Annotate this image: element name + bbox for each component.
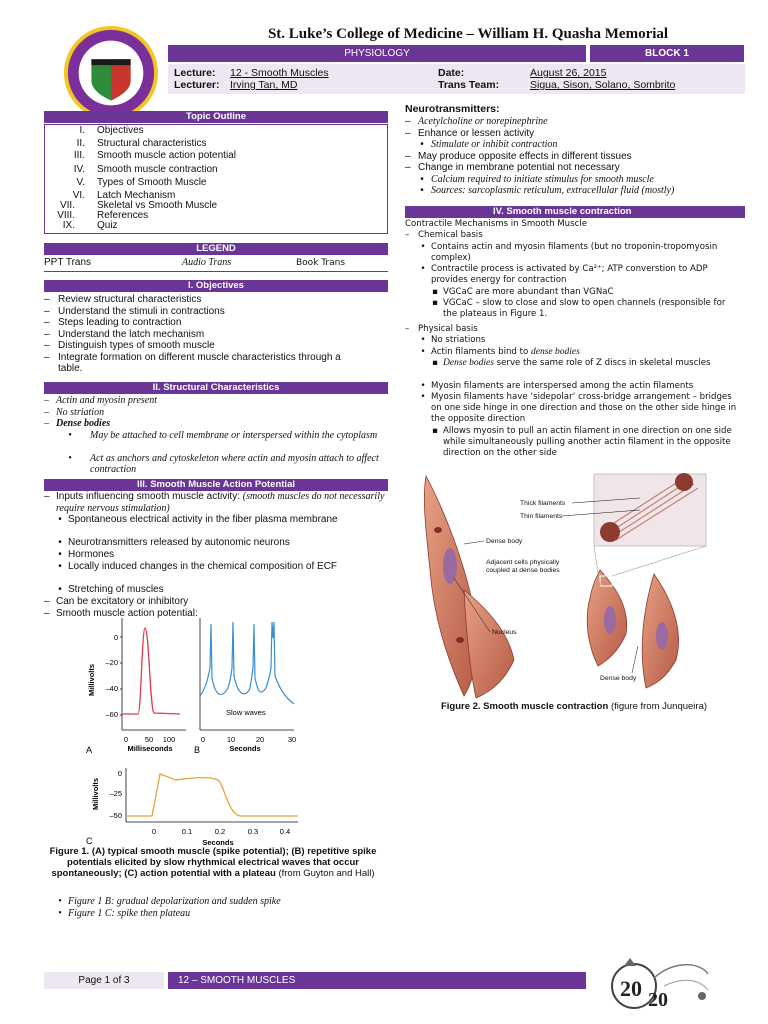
footer-title: 12 – SMOOTH MUSCLES [168,972,586,989]
inset-dense-body [600,522,620,542]
label-dense-body-2: Dense body [600,675,637,682]
figure1-note: Figure 1 B: gradual depolarization and sudden spike [68,896,281,907]
c-xtick: 0 [151,827,157,836]
legend-heading: LEGEND [44,243,388,255]
contraction-subitem: VGCaC – slow to close and slow to open channels (responsible for the plateaus in Figure 1. [443,298,726,320]
lecture-info [168,64,745,94]
c-xtick: 0.4 [279,827,291,836]
dense-bodies-term: dense bodies [530,346,580,357]
action-potential-heading: III. Smooth Muscle Action Potential [44,479,388,491]
contraction-intro: Contractile Mechanisms in Smooth Muscle [405,219,587,229]
ap-bullet: Stretching of muscles [68,584,164,595]
ap-bullet: Neurotransmitters released by autonomic neurons [68,537,290,548]
figure1-notes: • Figure 1 B: gradual depolarization and sudden spike • Figure 1 C: spike then plateau [58,896,281,919]
neuro-line: Enhance or lessen activity [418,127,535,139]
a-xtick: 50 [144,735,154,744]
legend-book: Book Trans [296,258,346,268]
page-number: Page 1 of 3 [44,972,164,989]
objective-item: – Review structural characteristics [44,294,202,305]
a-ytick: –40 [105,684,118,693]
figure2-caption-source: (figure from Junqueira) [610,701,708,712]
contraction-item: Contains actin and myosin filaments (but no troponin-tropomyosin complex) [431,241,718,263]
contraction-subitem: serve the same role of Z discs in skeletal muscles [493,357,711,368]
ap-bullet: Hormones [68,549,115,560]
a-ytick: –60 [105,710,118,719]
batch-2020-logo [604,956,714,1014]
figure2-illustration [404,470,744,698]
label-thick-filaments: Thick filaments [520,500,566,507]
college-name: St. Luke’s College of Medicine – William H. Quasha Memorial [267,26,669,42]
topic-outline-box: I. Objectives II. Structural characteristics III. Smooth muscle action potential IV. Smooth muscle contraction V. Types of Smooth Muscle VI. Latch Mechanism VII. Skeletal vs Smooth Muscle VIII. References IX. Quiz [44,124,388,234]
contraction-item: Myosin filaments are interspersed among the actin filaments [431,380,694,391]
neuro-line: Acetylcholine or norepinephrine [418,116,548,127]
contraction-phys: Physical basis [418,324,478,335]
a-xtick: 0 [123,735,129,744]
muscle-cell-long [424,476,477,696]
svg-text:20: 20 [620,976,642,1001]
contraction-chem: Chemical basis [418,230,483,241]
c-xtick: 0.1 [181,827,193,836]
c-ytick: –25 [109,789,122,798]
neuro-heading: Neurotransmitters: [405,103,500,115]
objective-item: – Understand the stimuli in contractions [44,305,225,317]
label-nucleus: Nucleus [492,629,517,636]
neuro-line: Change in membrane potential not necessary [418,162,620,173]
panel-c-curve [126,774,298,816]
objectives-list [44,294,388,375]
date-label: Date: [438,67,465,79]
objective-item: – Distinguish types of smooth muscle [44,340,215,351]
team-label: Trans Team: [438,79,500,91]
c-ytick: –50 [109,811,122,820]
label-thin-filaments: Thin filaments [520,513,563,520]
b-slow-waves: Slow waves [226,708,266,717]
muscle-cell-adjacent [464,590,514,698]
ap-bullet: Spontaneous electrical activity in the fiber plasma membrane [68,514,338,525]
lecturer-value: Irving Tan, MD [230,79,298,91]
lecture-label: Lecture: [174,67,216,79]
structural-heading: II. Structural Characteristics [44,382,388,394]
contraction-subitem: Allows myosin to pull an actin filament in one direction on one side while simultaneously pulling another actin filament in the opposite direction on the other side [443,425,732,459]
figure1-note: Figure 1 C: spike then plateau [68,908,191,919]
neuro-body: – Acetylcholine or norepinephrine – Enhance or lessen activity • Stimulate or inhibit contraction – May produce opposite effects in different tissues – Change in membrane potential not necessary • Calcium required to initiate stimulus for smooth muscle • Sources: sarcoplasmic reticulum, extracellular fluid (mostly) [405,116,675,196]
c-ylabel: Millivolts [91,777,100,811]
panel-a-curve [122,628,180,714]
figure1-caption-main: Figure 1. (A) typical smooth muscle (spike potential); (B) repetitive spike potentials elicited by slow rhythmical electrical waves that occur spontaneously; (C) action potential with a plateau [49,846,377,879]
legend-audio: Audio Trans [182,257,232,268]
panel-b-curve [200,622,294,704]
objective-item: – Integrate formation on different muscle characteristics through a table. [44,351,341,374]
topic-outline-heading: Topic Outline [44,111,388,123]
panel-b-label: B [194,745,201,755]
contraction-heading: IV. Smooth muscle contraction [405,206,745,218]
neuro-line: May produce opposite effects in different tissues [418,150,632,162]
b-xtick: 10 [226,735,236,744]
contraction-item: No striations [431,335,486,346]
contraction-item: Myosin filaments have ‘sidepolar’ cross-bridge arrangement – bridges on one side hinge in one direction and those on the other side hinge in the opposite direction [431,391,737,425]
c-ytick: 0 [117,769,122,778]
contraction-body: Contractile Mechanisms in Smooth Muscle – Chemical basis • Contains actin and myosin filaments (but no troponin-tropomyosin complex) • Contractile process is activated by Ca²⁺; ATP converstion to ADP provides energy for contraction ▪ VGCaC are more abundant than VGNaC ▪ VGCaC – slow to close and slow to open channels (responsible for the plateaus in Figure 1. – Physical basis • No striations • Actin filaments bind to dense bodies ▪ Dense bodies serve the same role of Z discs in skeletal muscles • Myosin filaments are interspersed among the actin filaments • Myosin filaments have ‘sidepolar’ cross-bridge arrangement – bridges on one side hinge in one direction and those on the other side hinge in the opposite direction ▪ Allows myosin to pull an actin filament in one direction on one side while simultaneously pulling another actin filament in the opposite direction on the other side [405,219,745,460]
objective-item: – Understand the latch mechanism [44,328,205,340]
subject-bar: PHYSIOLOGY [168,45,586,62]
a-ytick: –20 [105,658,118,667]
college-seal-logo [62,24,160,122]
b-xtick: 30 [287,735,297,744]
c-xtick: 0.3 [247,827,259,836]
contraction-subitem: VGCaC are more abundant than VGNaC [443,286,614,297]
structural-bullet: May be attached to cell membrane or interspersed within the cytoplasm [90,429,378,441]
a-ylabel: Millivolts [87,663,96,697]
inputs-text: Inputs influencing smooth muscle activity: [56,491,240,502]
dense-bodies-term: Dense bodies [443,357,494,368]
a-ytick: 0 [113,633,118,642]
objective-item: – Steps leading to contraction [44,317,182,328]
nucleus-shape [443,548,457,584]
a-xlabel: Milliseconds [127,744,173,753]
neuro-sub: Calcium required to initiate stimulus for smooth muscle [431,173,654,185]
contraction-item: Actin filaments bind to [431,346,531,357]
contraction-item: Contractile process is activated by Ca²⁺; ATP converstion to ADP provides energy for contraction [431,264,708,286]
b-xlabel: Seconds [229,744,261,753]
figure2-caption [404,701,744,713]
c-xtick: 0.2 [214,827,226,836]
b-xtick: 0 [200,735,206,744]
panel-a-label: A [86,745,93,755]
action-potential-body: – Inputs influencing smooth muscle activity: (smooth muscles do not necessarily require nervous stimulation) • Spontaneous electrical activity in the fiber plasma membrane • Neurotransmitters released by autonomic neurons • Hormones • Locally induced changes in the chemical composition of ECF • Stretching of muscles – Can be excitatory or inhibitory – Smooth muscle action potential: [44,491,385,619]
lecturer-label: Lecturer: [174,79,220,91]
label-adjacent-cells: Adjacent cells physically coupled at dense bodies [486,559,560,574]
date-value: August 26, 2015 [530,67,607,79]
legend-ppt: PPT Trans [44,257,92,268]
structural-line: No striation [56,406,105,418]
svg-text:20: 20 [648,989,668,1011]
figure1-graphs [80,618,310,850]
objectives-heading: I. Objectives [44,280,388,292]
figure1-caption-source: (from Guyton and Hall) [278,868,375,879]
structural-line: Actin and myosin present [56,395,158,406]
a-xtick: 100 [162,735,176,744]
structural-line: Dense bodies [56,418,111,429]
ap-line: Smooth muscle action potential: [56,607,198,619]
panel-c-label: C [86,836,93,846]
inputs-note: (smooth muscles do not necessarily require nervous stimulation) [56,491,385,514]
neuro-sub: Sources: sarcoplasmic reticulum, extracellular fluid (mostly) [431,185,675,196]
lecture-value: 12 - Smooth Muscles [230,67,329,79]
ap-line: Can be excitatory or inhibitory [56,596,189,607]
block-bar: BLOCK 1 [590,45,744,62]
b-xtick: 20 [255,735,265,744]
figure1-caption [48,846,378,879]
ap-bullet: Locally induced changes in the chemical composition of ECF [68,561,338,572]
figure2-caption-main: Figure 2. Smooth muscle contraction [440,701,609,712]
neuro-sub: Stimulate or inhibit contraction [431,139,558,150]
c-xlabel: Seconds [202,838,234,847]
structural-bullet: Act as anchors and cytoskeleton where actin and myosin attach to affect contraction [90,452,379,475]
legend-divider [44,271,388,272]
team-value: Sigua, Sison, Solano, Sombrito [530,79,676,91]
structural-body: – Actin and myosin present – No striation – Dense bodies • May be attached to cell membrane or interspersed within the cytoplasm • Act as anchors and cytoskeleton where actin and myosin attach to affect contraction [44,395,388,476]
label-dense-body: Dense body [486,538,523,545]
